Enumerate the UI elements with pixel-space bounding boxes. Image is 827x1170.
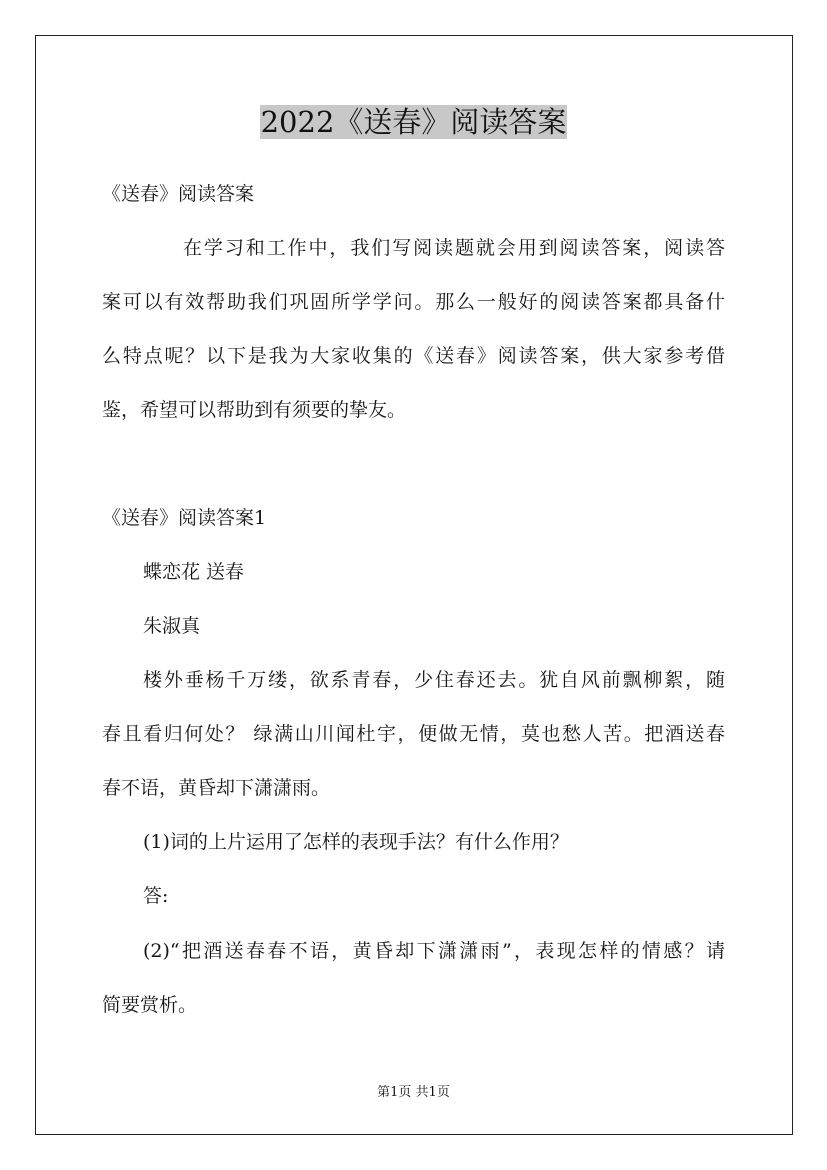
intro-line-4: 鉴，希望可以帮助到有须要的挚友。 <box>102 399 407 421</box>
question-2-line-2: 简要赏析。 <box>102 994 198 1016</box>
question-2-line-1: (2)“把酒送春春不语，黄昏却下潇潇雨”，表现怎样的情感？请 <box>143 940 725 962</box>
poem-title: 蝶恋花 送春 <box>143 561 245 583</box>
intro-line-2: 案可以有效帮助我们巩固所学学问。那么一般好的阅读答案都具备什 <box>102 291 725 313</box>
poem-line-3: 春不语，黄昏却下潇潇雨。 <box>102 777 331 799</box>
intro-line-1: 在学习和工作中，我们写阅读题就会用到阅读答案，阅读答 <box>183 237 725 259</box>
document-title-text: 2022《送春》阅读答案 <box>260 105 567 139</box>
poem-line-2: 春且看归何处？ 绿满山川闻杜宇，便做无情，莫也愁人苦。把酒送春 <box>102 723 725 745</box>
intro-line-3: 么特点呢？以下是我为大家收集的《送春》阅读答案，供大家参考借 <box>102 345 725 367</box>
question-1: (1)词的上片运用了怎样的表现手法？有什么作用？ <box>143 831 569 853</box>
document-title <box>0 102 827 142</box>
poem-author: 朱淑真 <box>143 615 201 637</box>
answer-label: 答: <box>143 885 169 907</box>
poem-line-1: 楼外垂杨千万缕，欲系青春，少住春还去。犹自风前飘柳絮，随 <box>143 669 725 691</box>
document-heading: 《送春》阅读答案 <box>102 183 255 205</box>
page-footer: 第1页 共1页 <box>377 1085 450 1100</box>
section-heading: 《送春》阅读答案1 <box>102 507 267 529</box>
